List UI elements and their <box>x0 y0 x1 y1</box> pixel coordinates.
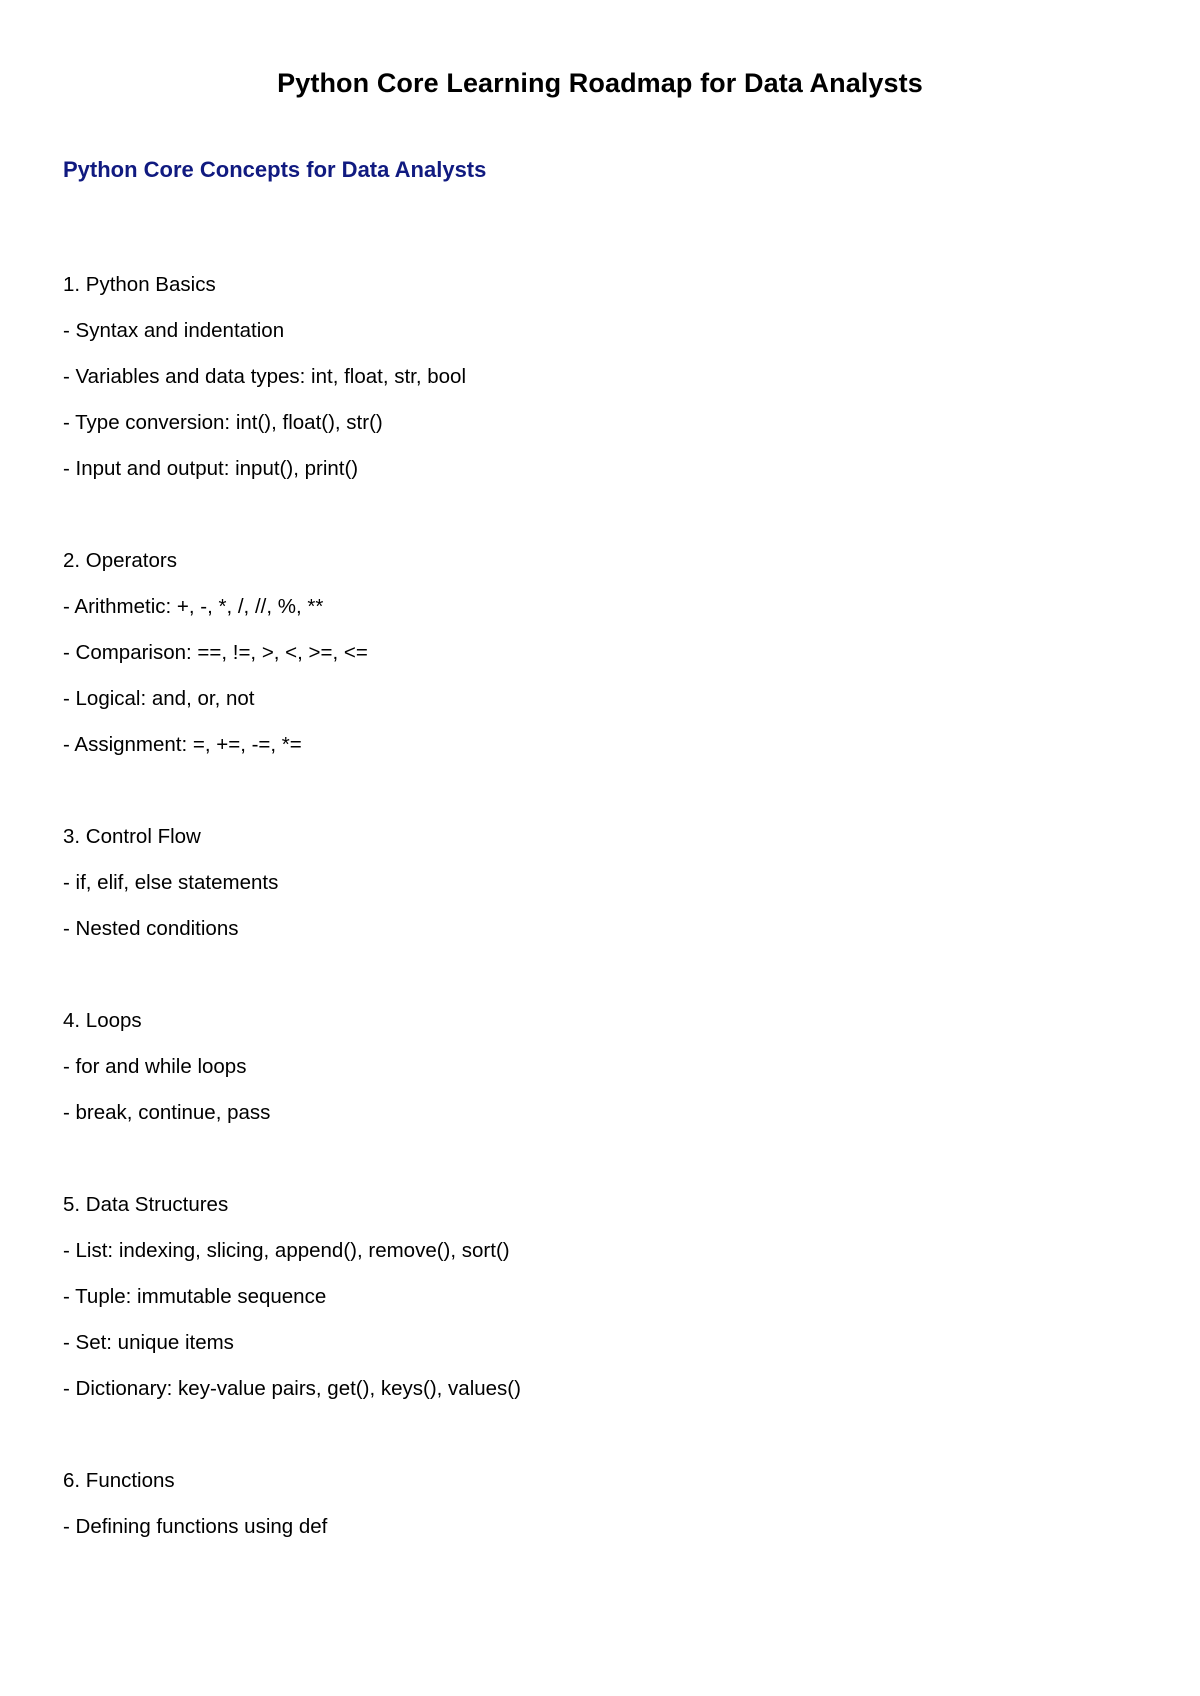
section-heading: 6. Functions <box>63 1469 175 1492</box>
section-heading: 4. Loops <box>63 1009 142 1032</box>
section-heading: 2. Operators <box>63 549 177 572</box>
page-title: Python Core Learning Roadmap for Data Analysts <box>277 68 923 98</box>
list-item: - Defining functions using def <box>63 1515 328 1538</box>
list-item: - Syntax and indentation <box>63 319 285 342</box>
list-item: - Set: unique items <box>63 1331 234 1354</box>
list-item: - Type conversion: int(), float(), str() <box>63 411 383 434</box>
list-item: - Comparison: ==, !=, >, <, >=, <= <box>63 641 368 664</box>
document-body <box>63 262 1143 1596</box>
list-item: - for and while loops <box>63 1055 247 1078</box>
section-python-basics <box>63 262 1143 492</box>
section-heading: 3. Control Flow <box>63 825 201 848</box>
section-operators <box>63 538 1143 768</box>
list-item: - Tuple: immutable sequence <box>63 1285 327 1308</box>
list-item: - List: indexing, slicing, append(), remove(), sort() <box>63 1239 510 1262</box>
list-item: - Input and output: input(), print() <box>63 457 359 480</box>
list-item: - Dictionary: key-value pairs, get(), keys(), values() <box>63 1377 521 1400</box>
section-data-structures <box>63 1182 1143 1412</box>
section-functions <box>63 1458 1143 1550</box>
list-item: - if, elif, else statements <box>63 871 279 894</box>
section-loops <box>63 998 1143 1136</box>
list-item: - Arithmetic: +, -, *, /, //, %, ** <box>63 595 324 618</box>
section-heading: 5. Data Structures <box>63 1193 229 1216</box>
list-item: - Nested conditions <box>63 917 239 940</box>
list-item: - break, continue, pass <box>63 1101 271 1124</box>
list-item: - Logical: and, or, not <box>63 687 255 710</box>
list-item: - Assignment: =, +=, -=, *= <box>63 733 302 756</box>
section-control-flow <box>63 814 1143 952</box>
list-item: - Variables and data types: int, float, str, bool <box>63 365 467 388</box>
section-heading: 1. Python Basics <box>63 273 216 296</box>
section-subtitle: Python Core Concepts for Data Analysts <box>63 157 487 182</box>
